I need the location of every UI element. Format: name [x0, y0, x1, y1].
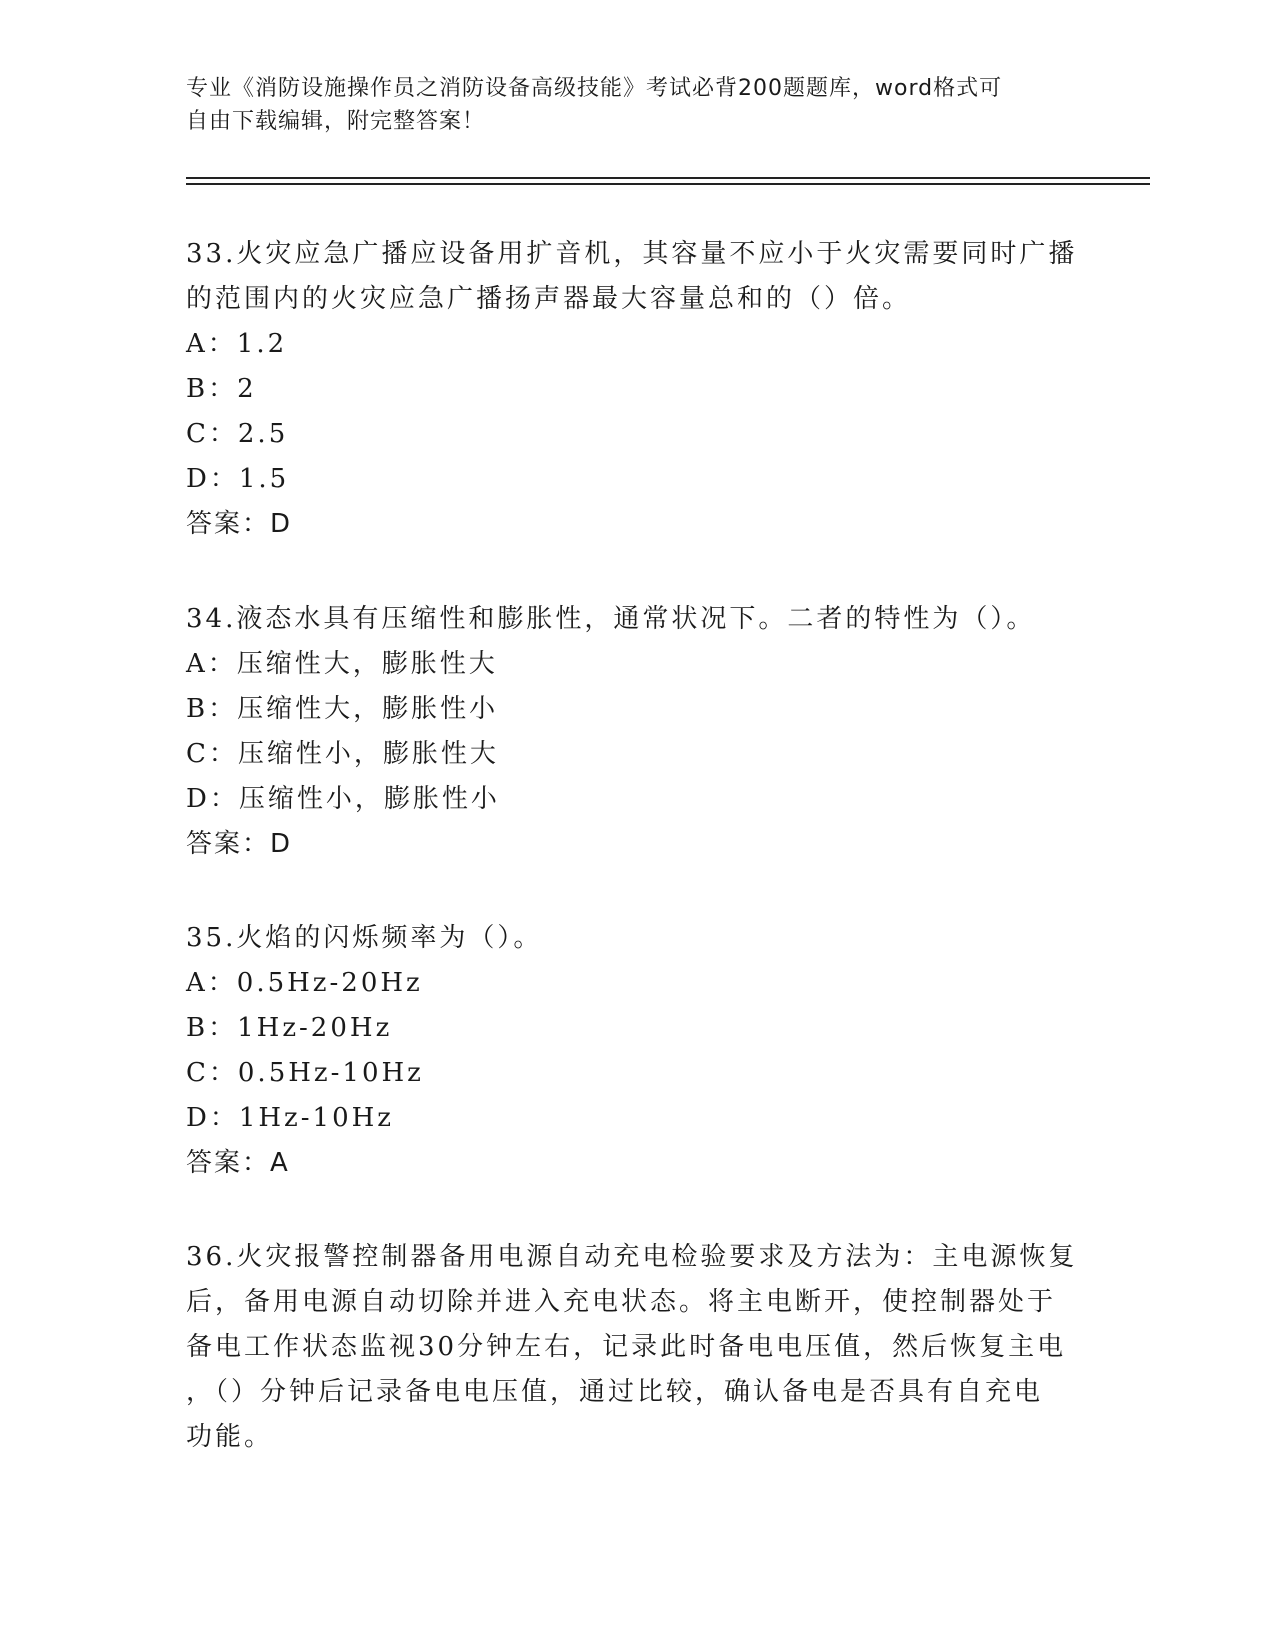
question-stem-line: 后，备用电源自动切除并进入充电状态。将主电断开，使控制器处于 — [186, 1287, 1057, 1317]
question-stem-line: 36.火灾报警控制器备用电源自动充电检验要求及方法为：主电源恢复 — [186, 1242, 1078, 1272]
question-block — [186, 597, 1086, 867]
question-stem-line: 的范围内的火灾应急广播扬声器最大容量总和的（）倍。 — [186, 284, 912, 314]
option-c: C：压缩性小，膨胀性大 — [186, 739, 499, 769]
question-stem-line: 34.液态水具有压缩性和膨胀性，通常状况下。二者的特性为（）。 — [186, 604, 1036, 634]
header-line: 自由下载编辑，附完整答案！ — [186, 109, 486, 134]
question-block — [186, 1235, 1086, 1460]
question-stem-line: 33.火灾应急广播应设备用扩音机，其容量不应小于火灾需要同时广播 — [186, 239, 1078, 269]
option-c: C：0.5Hz-10Hz — [186, 1058, 424, 1088]
option-c: C：2.5 — [186, 419, 289, 449]
answer-line: 答案：D — [186, 829, 293, 859]
option-b: B：1Hz-20Hz — [186, 1013, 393, 1043]
option-b: B：压缩性大，膨胀性小 — [186, 694, 499, 724]
answer-line: 答案：A — [186, 1148, 290, 1178]
option-a: A：压缩性大，膨胀性大 — [186, 649, 498, 679]
header-divider — [186, 183, 1150, 185]
question-block — [186, 916, 1086, 1186]
header-line: 专业《消防设施操作员之消防设备高级技能》考试必背200题题库，word格式可 — [186, 76, 1003, 101]
option-a: A：1.2 — [186, 329, 288, 359]
question-stem-line: 备电工作状态监视30分钟左右，记录此时备电电压值，然后恢复主电 — [186, 1332, 1067, 1362]
option-d: D：压缩性小，膨胀性小 — [186, 784, 500, 814]
option-a: A：0.5Hz-20Hz — [186, 968, 423, 998]
question-block — [186, 232, 1086, 547]
question-stem-line: 功能。 — [186, 1422, 274, 1452]
header-divider — [186, 177, 1150, 179]
option-d: D：1Hz-10Hz — [186, 1103, 395, 1133]
document-header — [186, 72, 1066, 138]
option-d: D：1.5 — [186, 464, 290, 494]
question-stem-line: 35.火焰的闪烁频率为（）。 — [186, 923, 543, 953]
option-b: B：2 — [186, 374, 257, 404]
answer-line: 答案：D — [186, 509, 293, 539]
question-stem-line: ，（）分钟后记录备电电压值，通过比较，确认备电是否具有自充电 — [186, 1377, 1044, 1407]
